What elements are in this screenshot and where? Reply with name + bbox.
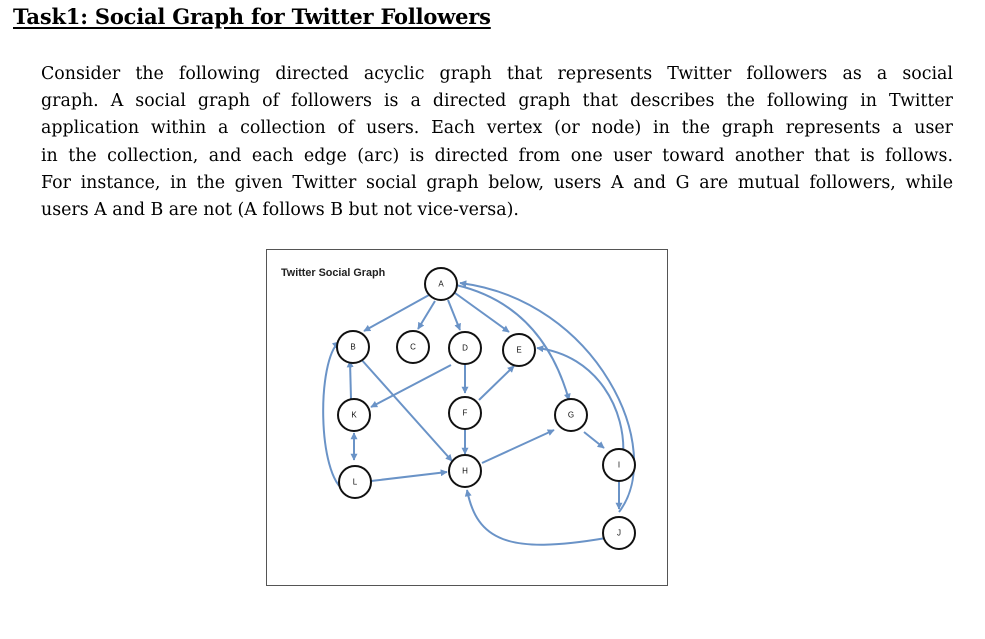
edge-g-i bbox=[584, 432, 604, 448]
node-label: H bbox=[462, 466, 468, 476]
node-a bbox=[425, 268, 457, 300]
edge-a-c bbox=[418, 301, 435, 329]
edge-h-g bbox=[482, 430, 554, 463]
social-graph bbox=[267, 250, 669, 587]
paragraph-line: For instance, in the given Twitter social graph below, users A and G are mutual followers, while bbox=[41, 172, 953, 193]
paragraph-line: in the collection, and each edge (arc) is directed from one user toward another that is follows. bbox=[41, 145, 953, 166]
graph-figure bbox=[266, 249, 668, 586]
graph-nodes bbox=[337, 268, 635, 549]
node-label: D bbox=[462, 343, 468, 353]
node-label: B bbox=[350, 342, 356, 352]
node-g bbox=[555, 399, 587, 431]
node-d bbox=[449, 332, 481, 364]
node-label: C bbox=[410, 342, 416, 352]
paragraph-line: application within a collection of users. Each vertex (or node) in the graph represents a user bbox=[41, 118, 953, 139]
edge-f-k bbox=[371, 365, 451, 407]
paragraph-line: Consider the following directed acyclic graph that represents Twitter followers as a social bbox=[41, 64, 953, 84]
edge-a-d bbox=[448, 300, 460, 330]
edge-f-e bbox=[479, 366, 514, 400]
node-i bbox=[603, 449, 635, 481]
node-f bbox=[449, 397, 481, 429]
figure-title: Twitter Social Graph bbox=[281, 267, 386, 279]
edge-k-b bbox=[350, 361, 351, 399]
paragraph-line: users A and B are not (A follows B but not vice-versa). bbox=[41, 200, 519, 221]
node-h bbox=[449, 455, 481, 487]
node-label: A bbox=[438, 279, 444, 289]
page-title: Task1: Social Graph for Twitter Followers bbox=[13, 4, 491, 29]
node-label: G bbox=[567, 410, 575, 420]
node-e bbox=[503, 334, 535, 366]
edge-l-h bbox=[371, 472, 447, 481]
node-j bbox=[603, 517, 635, 549]
node-label: I bbox=[617, 460, 621, 470]
node-k bbox=[338, 399, 370, 431]
edge-a-e bbox=[455, 293, 509, 332]
node-c bbox=[397, 331, 429, 363]
edge-b-h bbox=[360, 358, 452, 461]
node-label: F bbox=[462, 408, 468, 418]
node-label: E bbox=[516, 345, 522, 355]
paragraph-line: graph. A social graph of followers is a directed graph that describes the following in Twitter bbox=[41, 91, 953, 112]
node-label: J bbox=[617, 528, 621, 538]
node-l bbox=[339, 466, 371, 498]
node-b bbox=[337, 331, 369, 363]
node-label: K bbox=[351, 410, 357, 420]
edge-j-h bbox=[467, 490, 606, 545]
description-paragraph bbox=[41, 61, 953, 224]
node-label: L bbox=[352, 477, 358, 487]
